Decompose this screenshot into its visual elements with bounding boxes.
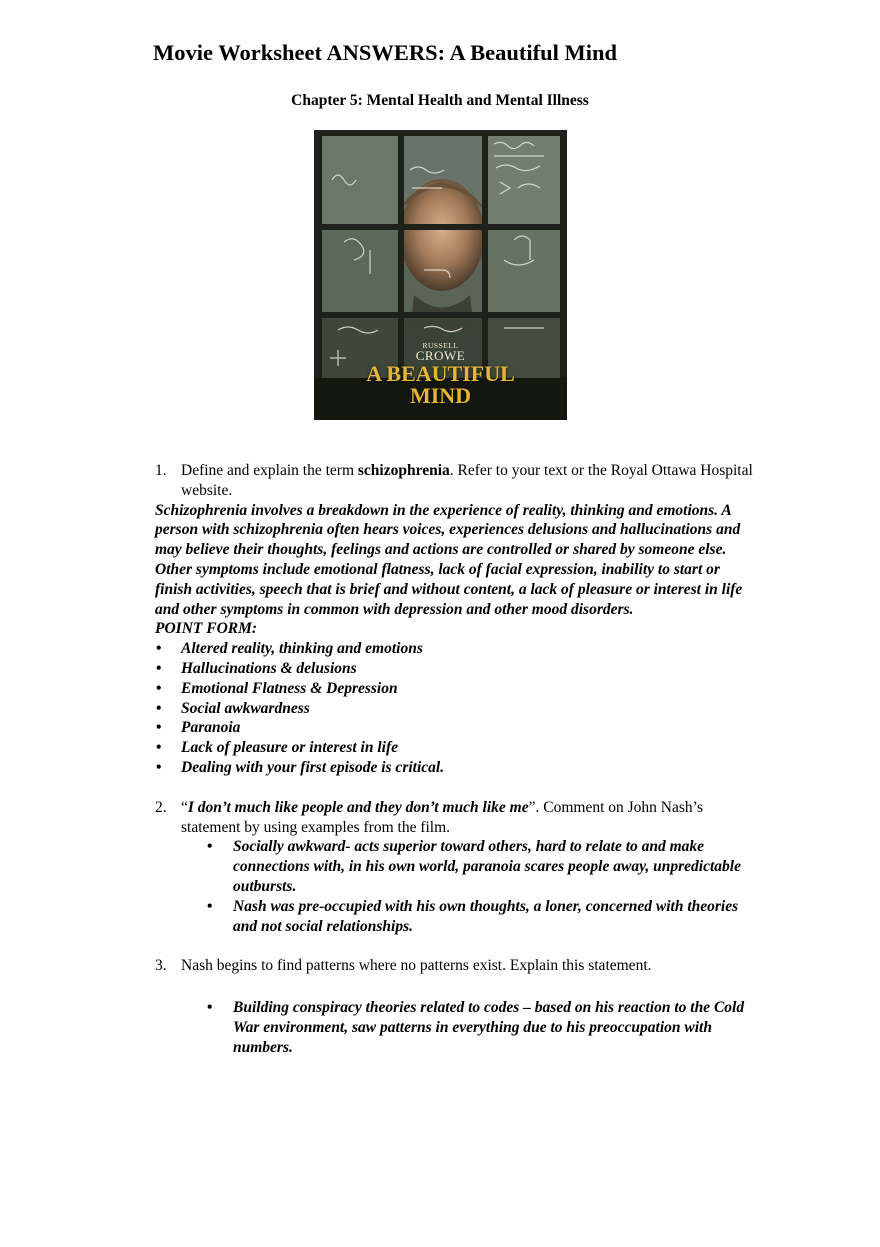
question-2-points [155,837,755,936]
movie-poster [314,130,567,420]
point-form-label: POINT FORM: [155,620,258,638]
bullet-icon: • [156,699,162,717]
question-1-prompt-end: . Refer to your text or the Royal Ottawa Hospital website. [181,462,753,499]
list-item: • Paranoia [156,719,241,737]
bullet-icon: • [207,838,213,856]
question-2-prompt: ”. Comment on John Nash’s statement by using examples from the film. [181,798,703,836]
question-1-points [155,639,755,778]
list-item: • Building conspiracy theories related to codes – based on his reaction to the Cold War environment, saw patterns in everything due to his preoccupation with numbers. [207,999,745,1056]
poster-movie-title [314,363,567,407]
poster-actor-name [314,342,567,362]
bullet-icon: • [156,758,162,776]
question-2 [155,798,755,838]
bullet-icon: • [156,640,162,658]
poster-actor-first: RUSSELL [422,341,459,350]
poster-movie-title-line2: MIND [409,383,472,408]
list-item: • Altered reality, thinking and emotions [156,640,423,658]
question-1 [155,461,755,501]
list-item: • Social awkwardness [156,699,310,717]
question-number: 3. [155,957,167,975]
poster-movie-title-line1: A BEAUTIFUL [366,361,515,386]
list-item: • Emotional Flatness & Depression [156,679,398,697]
worksheet-content [155,461,755,1058]
list-item: • Lack of pleasure or interest in life [156,739,398,757]
question-number: 1. [155,462,167,479]
question-3 [155,956,755,976]
question-2-open-quote: “ [181,798,188,816]
question-number: 2. [155,798,167,816]
question-1-term: schizophrenia [357,462,450,479]
chapter-title: Chapter 5: Mental Health and Mental Illness [291,92,589,109]
bullet-icon: • [207,897,213,915]
question-3-points [155,998,755,1057]
question-2-quote: I don’t much like people and they don’t much like me [187,798,529,816]
poster-actor-last: CROWE [415,348,466,363]
bullet-icon: • [156,739,162,757]
bullet-icon: • [156,659,162,677]
bullet-icon: • [156,719,162,737]
list-item: • Hallucinations & delusions [156,659,357,677]
bullet-icon: • [207,999,213,1017]
bullet-icon: • [156,679,162,697]
list-item: • Dealing with your first episode is critical. [156,758,445,776]
question-1-prompt-start: Define and explain the term [181,462,358,479]
question-3-prompt: Nash begins to find patterns where no patterns exist. Explain this statement. [181,957,652,975]
list-item: • Socially awkward- acts superior toward others, hard to relate to and make connections with, in his own world, paranoia scares people away, unpredictable outbursts. [207,838,741,895]
list-item: • Nash was pre-occupied with his own thoughts, a loner, concerned with theories and not social relationships. [207,897,739,935]
question-1-answer: Schizophrenia involves a breakdown in the experience of reality, thinking and emotions. A person with schizophrenia often hears voices, experiences delusions and hallucinations and may believe their thoughts, feelings and actions are controlled or shared by someone else. Other symptoms include emotional flatness, lack of facial expression, inability to start or finish activities, speech that is brief and without content, a lack of pleasure or interest in life and other symptoms in common with depression and other mood disorders. [155,501,743,618]
page-title: Movie Worksheet ANSWERS: A Beautiful Mind [153,40,618,65]
